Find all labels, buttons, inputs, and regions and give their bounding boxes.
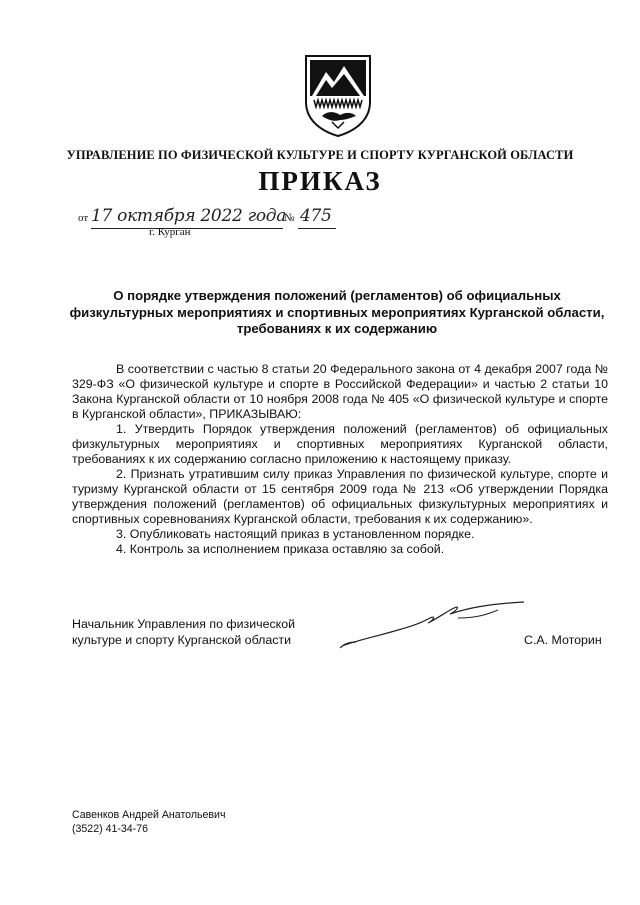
position-line: Начальник Управления по физической xyxy=(72,617,296,631)
title-line: физкультурных мероприятиях и спортивных мероприятиях Курганской области, xyxy=(69,304,605,320)
body-paragraph-item-3: 3. Опубликовать настоящий приказ в установленном порядке. xyxy=(116,527,475,541)
body-paragraph-item-1: 1. Утвердить Порядок утверждения положений (регламентов) об официальных физкультурных мероприятиях и спортивных мероприятиях Курганской области, требованиях к их содержанию согласно приложению к настоящему приказу. xyxy=(72,422,608,466)
executor-name: Савенков Андрей Анатольевич xyxy=(72,809,226,821)
number-prefix: № xyxy=(284,212,295,224)
organization-name: УПРАВЛЕНИЕ ПО ФИЗИЧЕСКОЙ КУЛЬТУРЕ И СПОРТУ КУРГАНСКОЙ ОБЛАСТИ xyxy=(66,148,574,162)
coat-of-arms-icon xyxy=(302,52,374,138)
position-line: культуре и спорту Курганской области xyxy=(72,633,292,647)
body-paragraph-item-4: 4. Контроль за исполнением приказа оставляю за собой. xyxy=(116,542,445,556)
title-line: О порядке утверждения положений (регламентов) об официальных xyxy=(113,288,561,303)
handwritten-signature-icon xyxy=(338,596,538,656)
title-line: требованиях к их содержанию xyxy=(236,321,438,336)
date-prefix: от xyxy=(78,212,89,224)
document-title xyxy=(66,288,608,338)
body-paragraph-preamble: В соответствии с частью 8 статьи 20 Федерального закона от 4 декабря 2007 года № 329-ФЗ «О физической культуре и спорте в Российской Федерации» и частью 2 статьи 10 Закона Курганской области от 10 ноября 2008 года № 405 «О физической культуре и спорте в Курганской области», ПРИКАЗЫВАЮ: xyxy=(72,362,608,421)
executor-phone: (3522) 41-34-76 xyxy=(72,823,148,835)
order-date-number-line xyxy=(78,206,378,246)
body-paragraph-item-2: 2. Признать утратившим силу приказ Управления по физической культуре, спорте и туризму Курганской области от 15 сентября 2009 года № 213 «Об утверждении Порядка утверждения положений (регламентов) об официальных физкультурных мероприятиях и спортивных соревнованиях Курганской области, требования к их содержанию». xyxy=(72,467,608,526)
document-type-heading: ПРИКАЗ xyxy=(258,166,382,196)
handwritten-number: 475 xyxy=(300,206,332,226)
signatory-position xyxy=(72,616,295,648)
signatory-name: С.А. Моторин xyxy=(524,633,602,647)
number-underline xyxy=(298,228,336,229)
city-label: г. Курган xyxy=(149,226,191,238)
handwritten-date: 17 октября 2022 года xyxy=(91,206,287,226)
document-body xyxy=(72,362,608,557)
executor-info xyxy=(72,808,226,836)
